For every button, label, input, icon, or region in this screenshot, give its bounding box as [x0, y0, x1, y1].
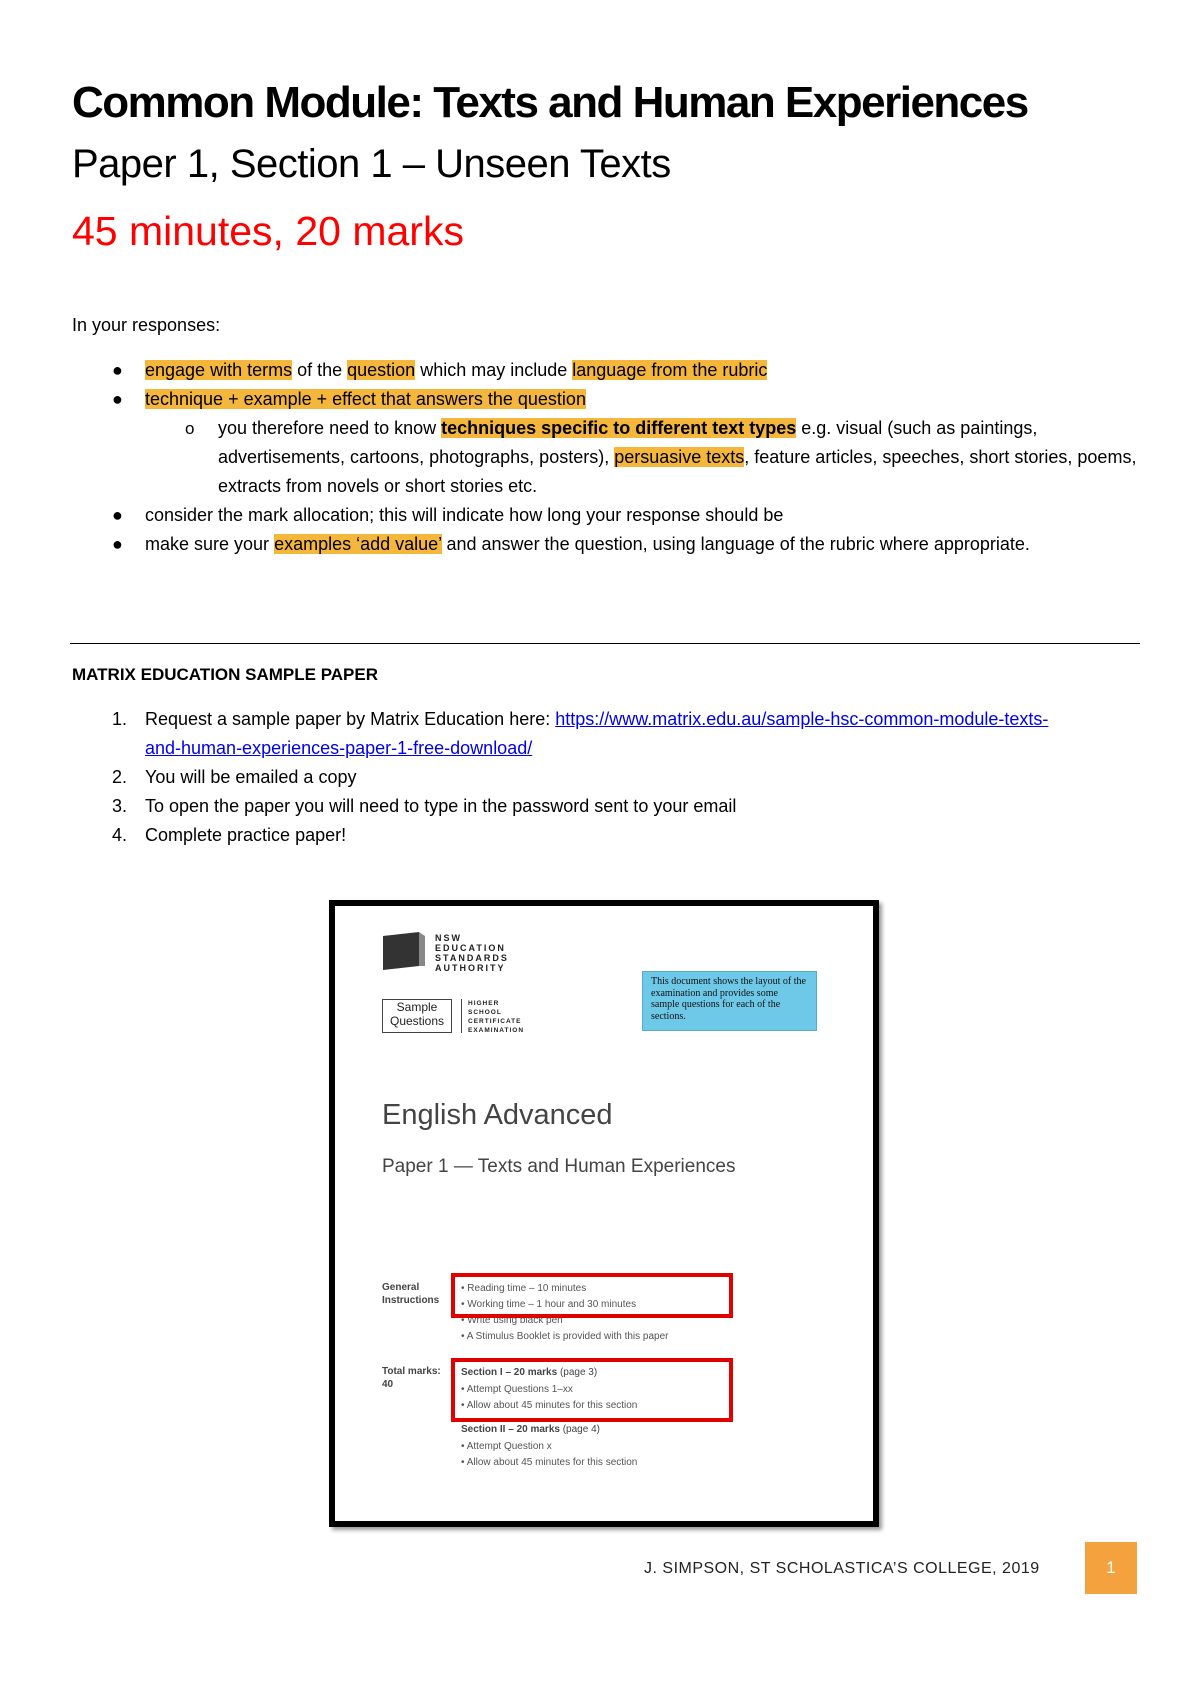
list-item: [72, 821, 1072, 850]
hsc-wordmark: HIGHER SCHOOL CERTIFICATE EXAMINATION: [468, 1000, 525, 1034]
intro-text: In your responses:: [72, 315, 221, 335]
highlighted-text: engage with terms: [145, 360, 293, 380]
instruction-item: • Allow about 45 minutes for this section: [461, 1400, 638, 1411]
step-number: 4.: [112, 825, 128, 845]
step-text: Complete practice paper!: [145, 825, 347, 845]
page-title: Common Module: Texts and Human Experiences: [72, 78, 1028, 127]
sub-list-item: [145, 414, 1142, 501]
highlight-box-times: [451, 1273, 733, 1318]
instruction-item: • A Stimulus Booklet is provided with this paper: [461, 1331, 669, 1342]
list-item: [72, 356, 1142, 385]
list-item: [72, 385, 1142, 501]
instruction-item: • Working time – 1 hour and 30 minutes: [461, 1299, 637, 1310]
course-title: English Advanced: [382, 1099, 613, 1131]
highlighted-text: technique + example + effect that answers the question: [145, 389, 586, 409]
highlighted-text: techniques specific to different text types: [441, 418, 797, 438]
bullet-icon: ●: [112, 389, 123, 409]
sample-paper-image: [329, 900, 879, 1527]
highlighted-text: language from the rubric: [572, 360, 768, 380]
matrix-heading: MATRIX EDUCATION SAMPLE PAPER: [72, 665, 379, 684]
step-number: 3.: [112, 796, 128, 816]
response-tips-list: [72, 356, 1142, 559]
step-text: You will be emailed a copy: [145, 767, 357, 787]
highlighted-text: persuasive texts: [614, 447, 745, 467]
step-number: 1.: [112, 709, 128, 729]
nesa-wordmark: NSW EDUCATION STANDARDS AUTHORITY: [435, 933, 509, 973]
instruction-item: • Attempt Question x: [461, 1441, 552, 1452]
paper-title: Paper 1 — Texts and Human Experiences: [382, 1156, 736, 1177]
instruction-item: • Reading time – 10 minutes: [461, 1283, 587, 1294]
instruction-item: • Allow about 45 minutes for this section: [461, 1457, 638, 1468]
page-number-badge: 1: [1085, 1542, 1137, 1594]
list-text: make sure your: [145, 534, 275, 554]
instruction-item: • Write using black pen: [461, 1315, 563, 1326]
list-text: consider the mark allocation; this will indicate how long your response should be: [145, 505, 784, 525]
bullet-icon: ●: [112, 360, 123, 380]
section-one-heading: Section I – 20 marks (page 3): [461, 1367, 598, 1378]
general-instructions-label: General Instructions: [382, 1282, 440, 1306]
matrix-link[interactable]: https://www.matrix.edu.au/sample-hsc-common-module-texts-and-human-experiences-paper-1-free-download/: [145, 709, 1049, 758]
time-marks-heading: 45 minutes, 20 marks: [72, 208, 464, 254]
bullet-icon: ●: [112, 534, 123, 554]
highlight-box-section-one: [451, 1358, 733, 1422]
bullet-icon: ●: [112, 505, 123, 525]
step-text: Request a sample paper by Matrix Education here:: [145, 709, 556, 729]
nesa-logo-icon: [383, 932, 425, 970]
instruction-item: • Attempt Questions 1–xx: [461, 1384, 573, 1395]
highlighted-text: question: [347, 360, 416, 380]
page-subtitle: Paper 1, Section 1 – Unseen Texts: [72, 142, 671, 186]
step-text: To open the paper you will need to type in the password sent to your email: [145, 796, 737, 816]
section-two-heading: Section II – 20 marks (page 4): [461, 1424, 600, 1435]
circle-bullet-icon: o: [185, 419, 195, 438]
list-text: , feature articles, speeches, short stories, poems, extracts from novels or short stories etc.: [218, 447, 1137, 496]
matrix-steps-list: [72, 705, 1072, 850]
list-item: [72, 763, 1072, 792]
list-item: [72, 792, 1072, 821]
list-text: which may include: [415, 360, 573, 380]
sample-questions-box: Sample Questions: [382, 999, 452, 1033]
section-divider: [70, 643, 1140, 644]
divider: [461, 999, 462, 1033]
list-item: [72, 530, 1142, 559]
highlighted-text: examples ‘add value’: [274, 534, 442, 554]
list-text: e.g. visual (such as paintings, advertisements, cartoons, photographs, posters),: [218, 418, 1038, 467]
list-item: [72, 705, 1072, 763]
list-text: of the: [292, 360, 348, 380]
list-text: and answer the question, using language of the rubric where appropriate.: [441, 534, 1030, 554]
footer-author: J. SIMPSON, ST SCHOLASTICA’S COLLEGE, 2019: [644, 1560, 1040, 1577]
sub-list: [145, 414, 1142, 501]
total-marks-label: Total marks: 40: [382, 1366, 441, 1390]
list-text: you therefore need to know: [218, 418, 442, 438]
layout-note-box: This document shows the layout of the examination and provides some sample questions for each of the sections.: [642, 971, 817, 1031]
step-number: 2.: [112, 767, 128, 787]
list-item: [72, 501, 1142, 530]
